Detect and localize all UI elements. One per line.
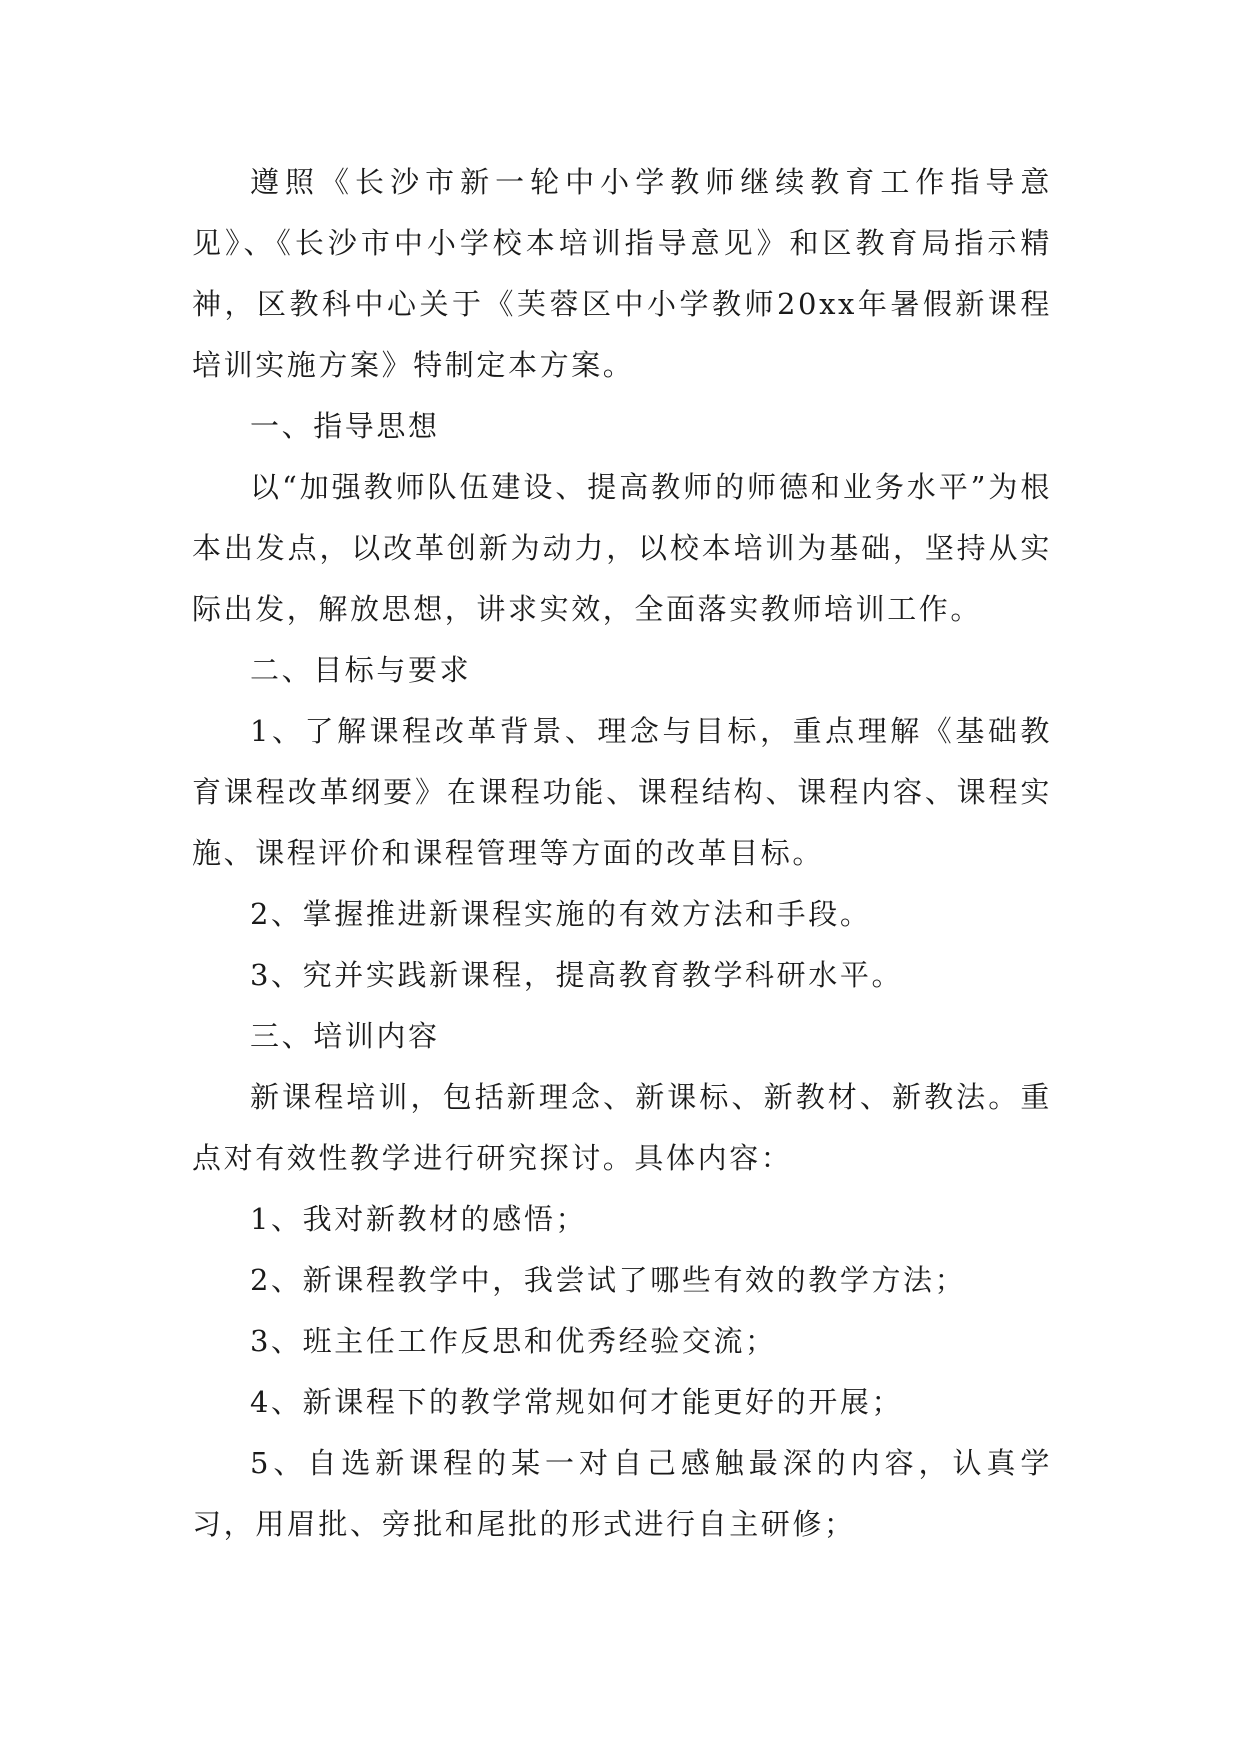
content-item-2: 2、新课程教学中，我尝试了哪些有效的教学方法； [250, 1263, 967, 1297]
section-heading-training-content: 三、培训内容 [250, 1019, 440, 1053]
section-heading-goals: 二、目标与要求 [250, 653, 472, 687]
goal-item-1: 1、了解课程改革背景、理念与目标，重点理解《基础教育课程改革纲要》在课程功能、课程结构、课程内容、课程实施、课程评价和课程管理等方面的改革目标。 [192, 714, 1052, 870]
content-item-5: 5、自选新课程的某一对自己感触最深的内容，认真学习，用眉批、旁批和尾批的形式进行自主研修； [192, 1446, 1052, 1541]
guiding-ideology-paragraph: 以“加强教师队伍建设、提高教师的师德和业务水平”为根本出发点，以改革创新为动力，以校本培训为基础，坚持从实际出发，解放思想，讲求实效，全面落实教师培训工作。 [192, 470, 1052, 626]
training-content-paragraph: 新课程培训，包括新理念、新课标、新教材、新教法。重点对有效性教学进行研究探讨。具体内容： [192, 1080, 1052, 1175]
content-item-3: 3、班主任工作反思和优秀经验交流； [250, 1324, 777, 1358]
section-heading-guiding-ideology: 一、指导思想 [250, 409, 440, 443]
document-body [192, 152, 1052, 1555]
content-item-1: 1、我对新教材的感悟； [250, 1202, 588, 1236]
intro-paragraph: 遵照《长沙市新一轮中小学教师继续教育工作指导意见》、《长沙市中小学校本培训指导意见》和区教育局指示精神，区教科中心关于《芙蓉区中小学教师20xx年暑假新课程培训实施方案》特制定本方案。 [192, 165, 1052, 382]
goal-item-2: 2、掌握推进新课程实施的有效方法和手段。 [250, 897, 872, 931]
goal-item-3: 3、究并实践新课程，提高教育教学科研水平。 [250, 958, 904, 992]
content-item-4: 4、新课程下的教学常规如何才能更好的开展； [250, 1385, 904, 1419]
